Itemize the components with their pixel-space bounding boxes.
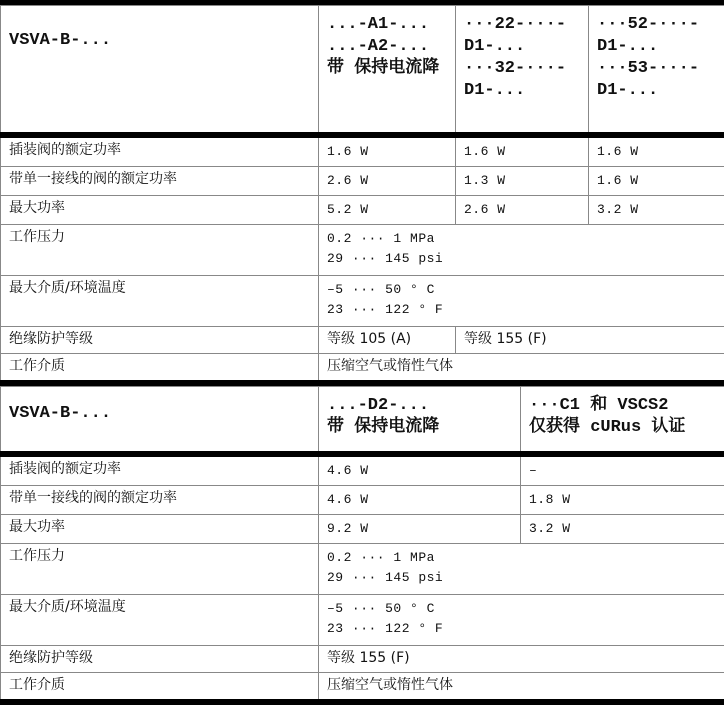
table-row	[1, 673, 724, 703]
cell: 4.6 W	[319, 454, 521, 486]
row-label: 最大功率	[1, 515, 319, 544]
cell: 1.6 W	[589, 167, 724, 196]
cell: 1.6 W	[319, 135, 456, 167]
row-label: 最大介质/环境温度	[1, 276, 319, 327]
header-row	[1, 6, 724, 136]
table-row	[1, 196, 724, 225]
cell: 0.2 ··· 1 MPa 29 ··· 145 psi	[319, 544, 724, 595]
col-header-a: ...-A1-... ...-A2-... 带 保持电流降	[319, 6, 456, 136]
cell: 9.2 W	[319, 515, 521, 544]
row-label: 插装阀的额定功率	[1, 454, 319, 486]
cell: –5 ··· 50 ° C 23 ··· 122 ° F	[319, 595, 724, 646]
cell: 0.2 ··· 1 MPa 29 ··· 145 psi	[319, 225, 724, 276]
table-row	[1, 276, 724, 327]
cell: 1.6 W	[589, 135, 724, 167]
table-row	[1, 454, 724, 486]
table-row	[1, 515, 724, 544]
cell: 1.6 W	[456, 135, 589, 167]
cell: 4.6 W	[319, 486, 521, 515]
cell: 压缩空气或惰性气体	[319, 673, 724, 703]
row-label: 带单一接线的阀的额定功率	[1, 486, 319, 515]
table-row	[1, 646, 724, 673]
row-label: 绝缘防护等级	[1, 646, 319, 673]
cell: 1.8 W	[521, 486, 724, 515]
table-row	[1, 167, 724, 196]
table-row	[1, 225, 724, 276]
cell: –5 ··· 50 ° C 23 ··· 122 ° F	[319, 276, 724, 327]
cell: 5.2 W	[319, 196, 456, 225]
cell: 等级 155 (F)	[319, 646, 724, 673]
cell: 压缩空气或惰性气体	[319, 354, 724, 384]
col-header-c1: ···C1 和 VSCS2 仅获得 cURus 认证	[521, 387, 724, 455]
row-label: 带单一接线的阀的额定功率	[1, 167, 319, 196]
col-header-d2: ...-D2-... 带 保持电流降	[319, 387, 521, 455]
cell: 等级 155 (F)	[456, 327, 724, 354]
table-row	[1, 354, 724, 384]
spec-table-1	[0, 5, 724, 386]
col-header-22: ···22-···- D1-... ···32-···- D1-...	[456, 6, 589, 136]
cell: 2.6 W	[319, 167, 456, 196]
row-label: 最大介质/环境温度	[1, 595, 319, 646]
row-label: 绝缘防护等级	[1, 327, 319, 354]
row-label: 插装阀的额定功率	[1, 135, 319, 167]
table-row	[1, 595, 724, 646]
table-row	[1, 135, 724, 167]
row-label: 工作压力	[1, 225, 319, 276]
row-label: 最大功率	[1, 196, 319, 225]
cell: 3.2 W	[589, 196, 724, 225]
cell: 3.2 W	[521, 515, 724, 544]
cell: 等级 105 (A)	[319, 327, 456, 354]
row-label: 工作压力	[1, 544, 319, 595]
table-row	[1, 486, 724, 515]
cell: –	[521, 454, 724, 486]
cell: 1.3 W	[456, 167, 589, 196]
header-row	[1, 387, 724, 455]
table-row	[1, 327, 724, 354]
col-header-52: ···52-···- D1-... ···53-···- D1-...	[589, 6, 724, 136]
model-header: VSVA-B-...	[1, 6, 319, 136]
table-row	[1, 544, 724, 595]
model-header: VSVA-B-...	[1, 387, 319, 455]
spec-table-2	[0, 386, 724, 705]
row-label: 工作介质	[1, 673, 319, 703]
row-label: 工作介质	[1, 354, 319, 384]
cell: 2.6 W	[456, 196, 589, 225]
